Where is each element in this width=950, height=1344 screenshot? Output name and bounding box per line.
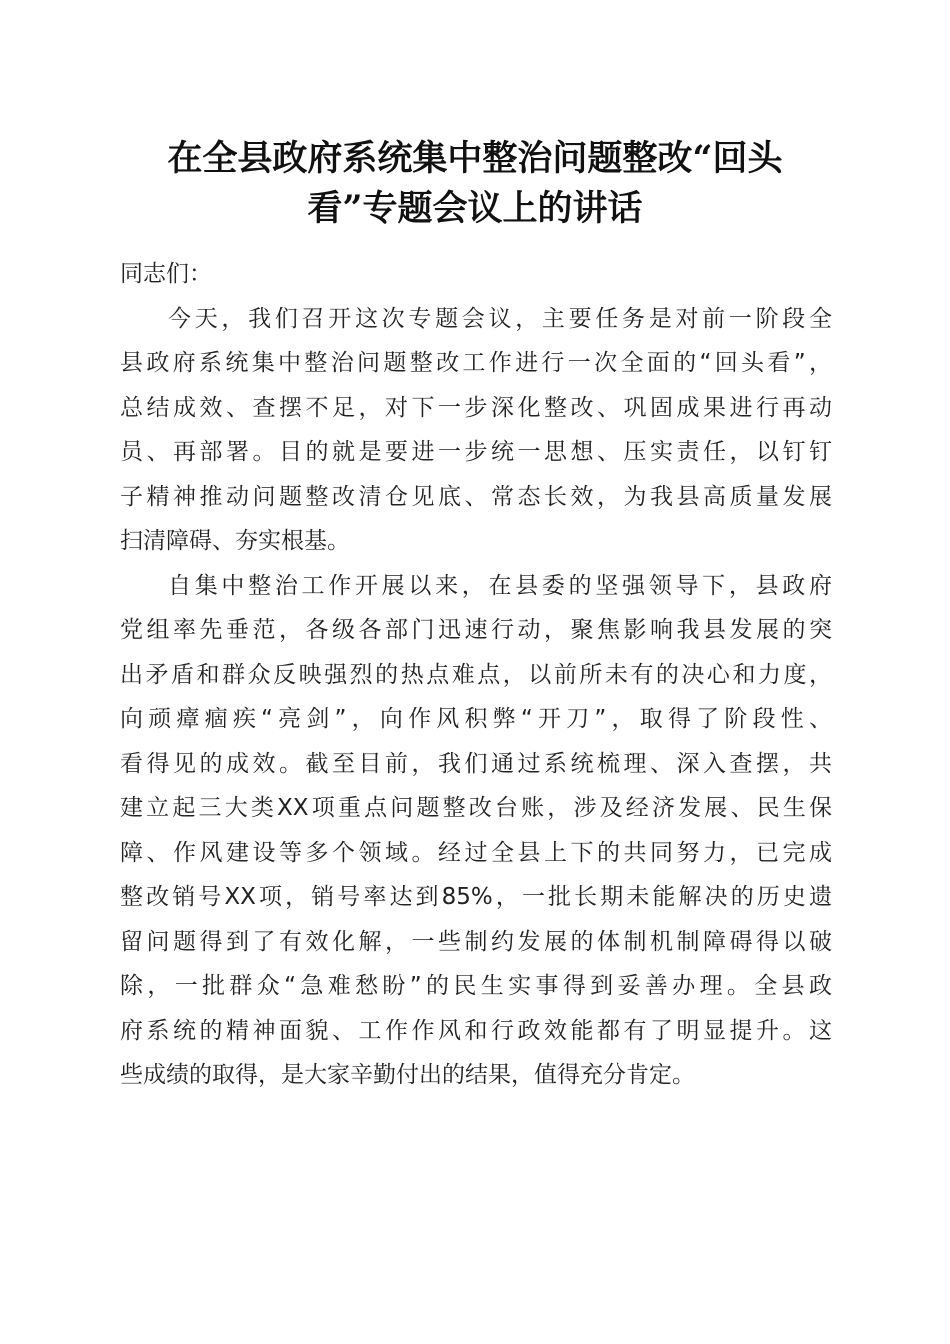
document-title: [120, 134, 830, 234]
paragraph-line: 今天，我们召开这次专题会议，主要任务是对前一阶段全: [168, 305, 832, 332]
paragraph-line: 党组率先垂范，各级各部门迅速行动，聚焦影响我县发展的突: [120, 617, 832, 643]
paragraph-line: 些成绩的取得，是大家辛勤付出的结果，值得充分肯定。: [120, 1062, 695, 1088]
title-line: 在全县政府系统集中整治问题整改“回头: [167, 138, 783, 179]
paragraph-line: 出矛盾和群众反映强烈的热点难点，以前所未有的决心和力度，: [120, 661, 832, 688]
paragraph-line: 整改销号XX项，销号率达到85%，一批长期未能解决的历史遗: [120, 884, 832, 910]
paragraph-line: 留问题得到了有效化解，一些制约发展的体制机制障碍得以破: [120, 928, 832, 955]
paragraph-line: 自集中整治工作开展以来，在县委的坚强领导下，县政府: [168, 572, 832, 599]
title-line: 看”专题会议上的讲话: [307, 188, 643, 229]
paragraph-line: 子精神推动问题整改清仓见底、常态长效，为我县高质量发展: [120, 483, 832, 510]
salutation: 同志们：: [120, 261, 212, 287]
paragraph-line: 建立起三大类XX项重点问题整改台账，涉及经济发展、民生保: [120, 795, 832, 821]
paragraph-line: 向顽瘴痼疾“亮剑”，向作风积弊“开刀”，取得了阶段性、: [120, 706, 832, 732]
paragraph-line: 县政府系统集中整治问题整改工作进行一次全面的“回头看”，: [120, 350, 832, 376]
paragraph-line: 府系统的精神面貌、工作作风和行政效能都有了明显提升。这: [120, 1017, 832, 1044]
paragraph-line: 障、作风建设等多个领域。经过全县上下的共同努力，已完成: [120, 839, 832, 866]
document-body: [120, 252, 832, 1098]
paragraph-line: 扫清障碍、夯实根基。: [120, 528, 350, 554]
paragraph-line: 除，一批群众“急难愁盼”的民生实事得到妥善办理。全县政: [120, 973, 832, 999]
paragraph-line: 总结成效、查摆不足，对下一步深化整改、巩固成果进行再动: [120, 394, 832, 421]
paragraph-line: 看得见的成效。截至目前，我们通过系统梳理、深入查摆，共: [120, 750, 832, 777]
paragraph-line: 员、再部署。目的就是要进一步统一思想、压实责任，以钉钉: [120, 439, 832, 465]
paragraph-2: [120, 564, 832, 1098]
paragraph-1: [120, 297, 832, 564]
